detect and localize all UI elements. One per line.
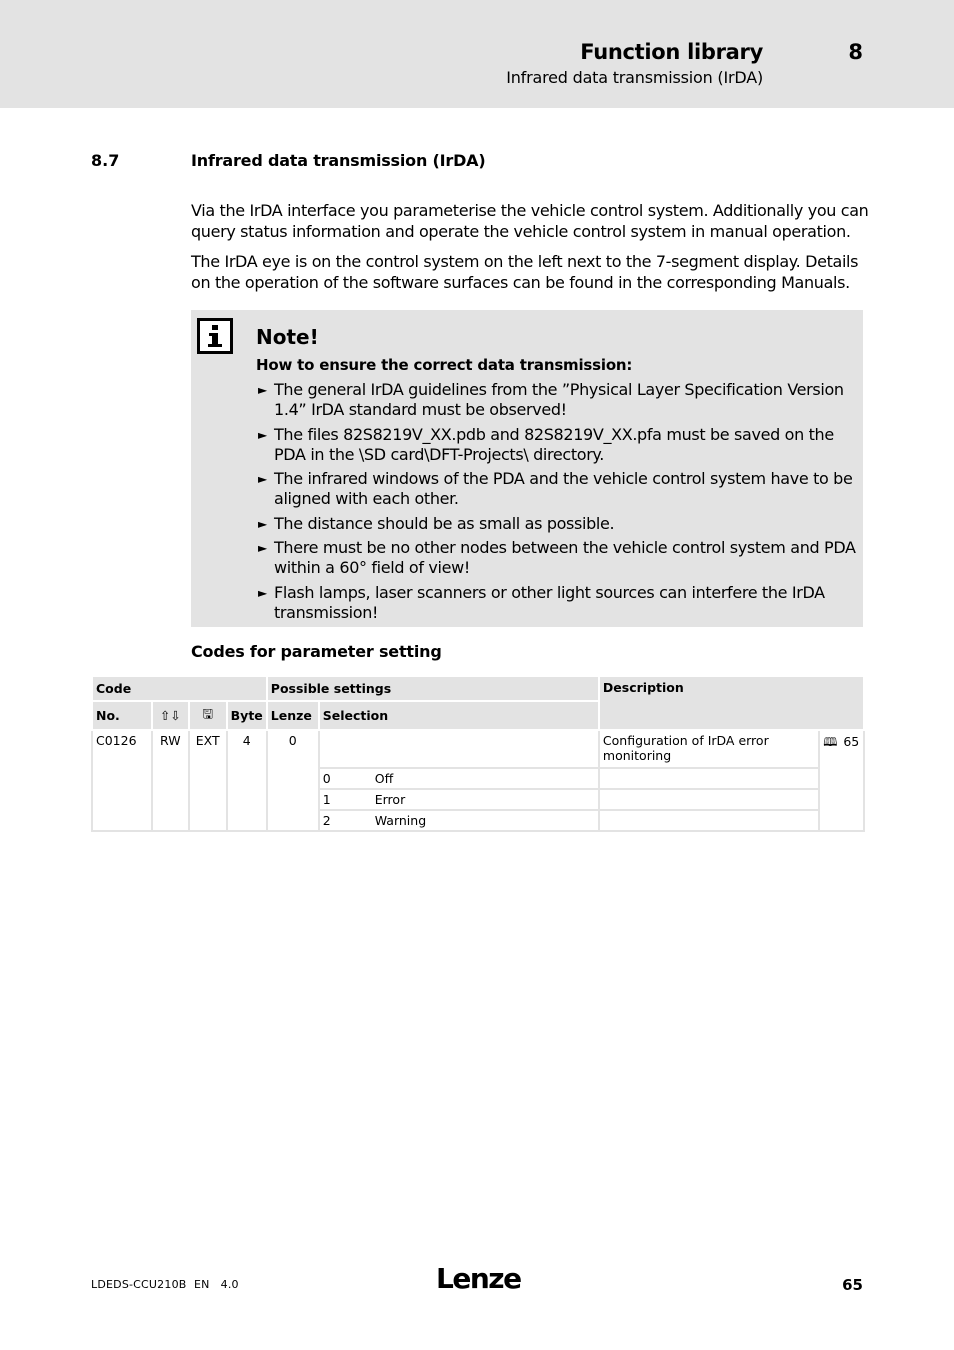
- note-box: [191, 310, 863, 627]
- selection-cell: [319, 730, 599, 768]
- header-subtitle: Infrared data transmission (IrDA): [506, 68, 763, 87]
- note-list: [256, 380, 856, 627]
- doc-language: EN: [193, 1278, 210, 1291]
- access-rights-icon: ⇧⇩: [152, 701, 189, 730]
- storage-cell: EXT: [189, 730, 227, 831]
- bullet-arrow-icon: ►: [258, 585, 267, 600]
- selection-header: Selection: [319, 701, 599, 730]
- info-icon: [197, 318, 233, 354]
- bullet-arrow-icon: ►: [258, 427, 267, 442]
- table-row: [92, 730, 864, 768]
- page-number: 65: [842, 1276, 863, 1294]
- note-item: ► Flash lamps, laser scanners or other light sources can interfere the IrDA transmission!: [258, 582, 825, 622]
- note-item: ► The distance should be as small as possible.: [258, 513, 615, 533]
- possible-settings-header: Possible settings: [267, 676, 599, 701]
- note-item: ► There must be no other nodes between the vehicle control system and PDA within a 60° field of view!: [258, 538, 856, 577]
- bullet-arrow-icon: ►: [258, 516, 267, 531]
- doc-version: 4.0: [220, 1278, 239, 1291]
- page-reference: [819, 730, 864, 831]
- lenze-default-cell: 0: [267, 730, 319, 831]
- note-item: ► The files 82S8219V_XX.pdb and 82S8219V_XX.pfa must be saved on the PDA in the \SD card\DFT-Projects\ directory.: [258, 424, 834, 464]
- save-icon: 🖫: [189, 701, 227, 730]
- bullet-arrow-icon: ►: [258, 383, 267, 397]
- selection-description-cell: [599, 810, 819, 831]
- doc-id: LDEDS-CCU210B: [91, 1278, 187, 1291]
- description-cell: Configuration of IrDA error monitoring: [599, 730, 819, 768]
- table-group-header: [92, 676, 864, 701]
- table-caption: Codes for parameter setting: [191, 642, 442, 661]
- book-icon: 🕮: [823, 735, 838, 749]
- code-number-cell: C0126: [92, 730, 152, 831]
- bullet-arrow-icon: ►: [258, 541, 267, 555]
- intro-paragraph: Via the IrDA interface you parameterise the vehicle control system. Additionally you can query status information and operate the vehicle control system in manual operation.: [191, 201, 869, 241]
- selection-option: 0 Off: [319, 768, 599, 789]
- section-number: 8.7: [91, 151, 120, 170]
- note-title: Note!: [256, 325, 319, 349]
- header-title: Function library: [580, 40, 763, 64]
- selection-description-cell: [599, 768, 819, 789]
- byte-header: Byte: [227, 701, 267, 730]
- selection-description-cell: [599, 789, 819, 810]
- selection-option: 1 Error: [319, 789, 599, 810]
- lenze-logo: Lenze: [436, 1262, 521, 1295]
- no-header: No.: [92, 701, 152, 730]
- note-item: ► The general IrDA guidelines from the ”Physical Layer Specification Version 1.4” IrDA standard must be observed!: [258, 380, 844, 419]
- code-group-header: Code: [92, 676, 267, 701]
- section-title: Infrared data transmission (IrDA): [191, 151, 486, 170]
- footer-doc-info: [91, 1278, 239, 1291]
- description-header: Description: [599, 676, 864, 730]
- bullet-arrow-icon: ►: [258, 472, 267, 486]
- chapter-number: 8: [848, 40, 863, 64]
- page-header: [0, 0, 954, 108]
- note-item: ► The infrared windows of the PDA and the vehicle control system have to be aligned with each other.: [258, 469, 853, 508]
- lenze-header: Lenze: [267, 701, 319, 730]
- page-reference-number: 65: [843, 734, 860, 749]
- codes-table: [91, 675, 865, 832]
- byte-cell: 4: [227, 730, 267, 831]
- note-subheading: How to ensure the correct data transmission:: [256, 356, 633, 374]
- access-cell: RW: [152, 730, 189, 831]
- irda-eye-paragraph: The IrDA eye is on the control system on the left next to the 7-segment display. Details on the operation of the software surfaces can be found in the corresponding Manuals.: [191, 252, 859, 292]
- selection-option: 2 Warning: [319, 810, 599, 831]
